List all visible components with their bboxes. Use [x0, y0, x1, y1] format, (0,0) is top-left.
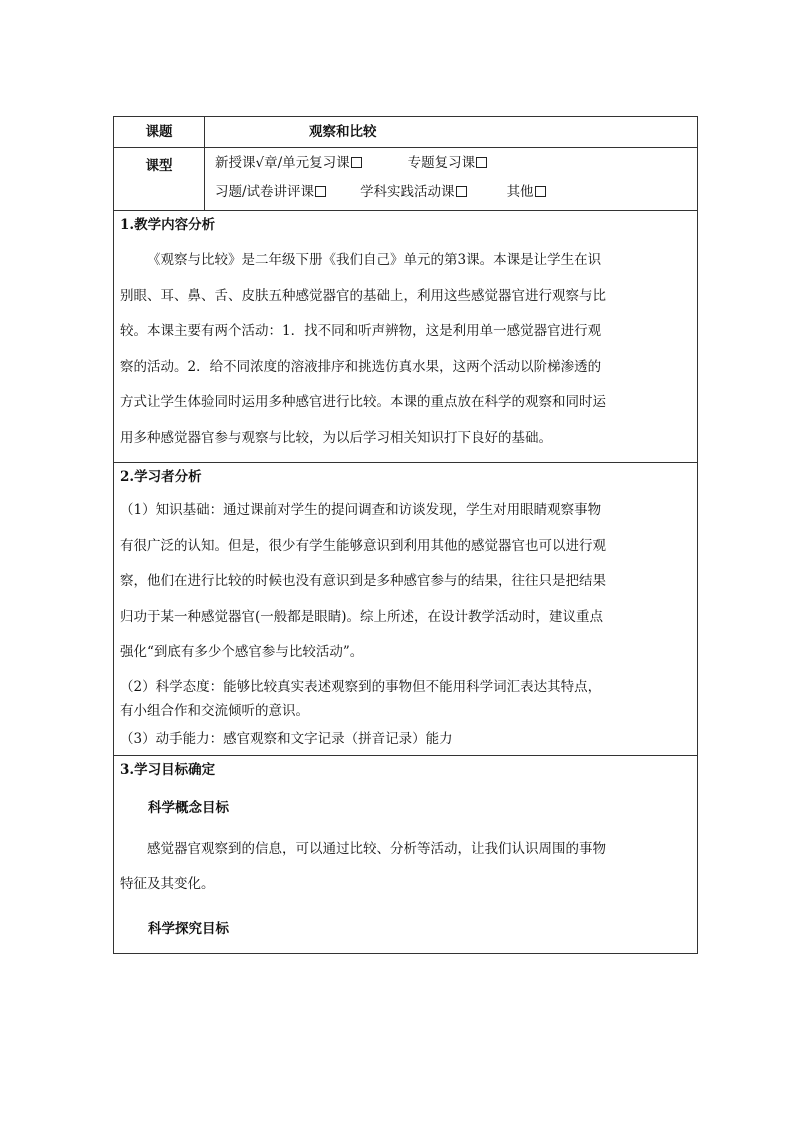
- checkbox-icon: [351, 157, 362, 168]
- checkbox-icon: [476, 157, 487, 168]
- checkbox-icon: [315, 186, 326, 197]
- lesson-plan-table: [113, 116, 698, 954]
- option-new-lesson: 新授课√: [215, 152, 264, 174]
- checkbox-icon: [535, 186, 546, 197]
- science-attitude-text: （2）科学态度：能够比较真实表述观察到的事物但不能用科学词汇表达其特点， 有小组合作和交流倾听的意识。: [120, 678, 602, 719]
- learner-analysis-row: [114, 463, 698, 756]
- content-analysis-row: [114, 211, 698, 463]
- option-exercise-review: 习题/试卷讲评课: [215, 181, 326, 203]
- hands-on-ability-text: （3）动手能力：感官观察和文字记录（拼音记录）能力: [120, 730, 453, 747]
- content-analysis-cell: [114, 211, 698, 463]
- option-topic-review: 专题复习课: [408, 152, 488, 174]
- content-analysis-heading: 1.教学内容分析: [120, 217, 216, 233]
- learning-goals-row: [114, 755, 698, 953]
- concept-goal-title: 科学概念目标: [148, 799, 229, 816]
- learning-goals-cell: [114, 755, 698, 953]
- option-practice-activity: 学科实践活动课: [360, 181, 467, 203]
- option-other: 其他: [507, 181, 546, 203]
- checkbox-icon: [456, 186, 467, 197]
- inquiry-goal-title: 科学探究目标: [148, 920, 229, 937]
- concept-goal-text: 感觉器官观察到的信息，可以通过比较、分析等活动，让我们认识周围的事物 特征及其变化。: [120, 840, 606, 892]
- knowledge-basis-text: （1）知识基础：通过课前对学生的提问调查和访谈发现，学生对用眼睛观察事物 有很广泛的认知。但是，很少有学生能够意识到利用其他的感觉器官也可以进行观 察，他们在进行比较的时候也没有意识到是多种感官参与的结果，往往只是把结果 归功于某一种感觉器官(一般都是眼睛)。综上所述，在设计教学活动时，建议重点 强化“到底有多少个感官参与比较活动”。: [120, 502, 606, 660]
- lesson-type-row: [114, 148, 698, 211]
- content-analysis-text: 《观察与比较》是二年级下册《我们自己》单元的第3课。本课是让学生在识 别眼、耳、鼻、舌、皮肤五种感觉器官的基础上，利用这些感觉器官进行观察与比 较。本课主要有两个活动：1．找不同和听声辨物，这是利用单一感觉器官进行观 察的活动。2．给不同浓度的溶液排序和挑选仿真水果，这两个活动以阶梯渗透的 方式让学生体验同时运用多种感官进行比较。本课的重点放在科学的观察和同时运 用多种感觉器官参与观察与比较，为以后学习相关知识打下良好的基础。: [120, 252, 606, 446]
- topic-label: 课题: [114, 117, 205, 148]
- lesson-type-label: 课型: [114, 148, 205, 211]
- check-mark: √: [255, 155, 265, 171]
- lesson-type-options: [205, 148, 698, 211]
- option-unit-review: 章/单元复习课: [264, 152, 362, 174]
- topic-row: [114, 117, 698, 148]
- topic-value: 观察和比较: [205, 117, 698, 148]
- learner-analysis-heading: 2.学习者分析: [120, 469, 202, 485]
- learner-analysis-cell: [114, 463, 698, 756]
- lesson-type-line-1: [215, 152, 697, 181]
- learning-goals-heading: 3.学习目标确定: [120, 761, 216, 778]
- lesson-type-line-2: [215, 181, 697, 210]
